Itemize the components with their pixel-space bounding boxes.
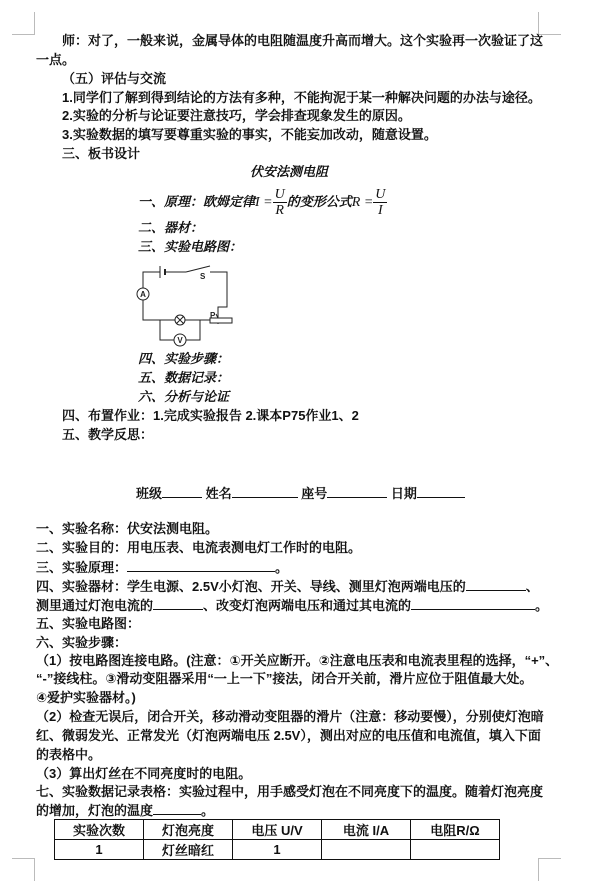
paragraph: 师：对了，一般来说，金属导体的电阻随温度升高而增大。这个实验再一次验证了这 — [62, 33, 544, 48]
principle-field[interactable] — [127, 559, 275, 572]
data-table — [54, 819, 500, 860]
margin-mark — [12, 12, 35, 35]
denominator: I — [377, 203, 383, 219]
table-header: 灯泡亮度 — [144, 820, 233, 840]
report-line — [36, 597, 548, 614]
formula-lhs: R = — [351, 195, 374, 210]
report-line: 六、实验步骤： — [36, 635, 128, 650]
report-line — [36, 578, 539, 595]
numerator: U — [375, 187, 386, 203]
table-header-row — [55, 820, 500, 840]
list-item: 3.实验数据的填写要尊重实验的事实，不能妄加改动，随意设置。 — [62, 127, 437, 142]
table-cell: 灯丝暗红 — [144, 840, 233, 860]
table-cell: 1 — [55, 840, 144, 860]
label: 、改变灯泡两端电压和通过其电流的 — [203, 598, 412, 613]
board-item: 五、数据记录： — [138, 370, 230, 385]
formula-fraction — [273, 187, 287, 218]
board-item: 二、器材： — [138, 220, 204, 235]
board-item: 三、实验电路图： — [138, 239, 243, 254]
step-line: 红、微弱发光、正常发光（灯泡两端电压 2.5V），测出对应的电压值和电流值，填入下面 — [36, 728, 541, 743]
label: 。 — [535, 598, 549, 613]
ammeter-field[interactable] — [153, 597, 203, 610]
table-header: 电流 I/A — [322, 820, 411, 840]
step-line: 的表格中。 — [36, 747, 102, 762]
switch-label: S — [200, 272, 206, 281]
voltmeter-label: V — [177, 336, 183, 345]
table-cell[interactable] — [322, 840, 411, 860]
report-line: 一、实验名称：伏安法测电阻。 — [36, 521, 219, 536]
voltmeter-field[interactable] — [466, 578, 526, 591]
reflection-line: 五、教学反思： — [62, 427, 154, 442]
label: 四、实验器材：学生电源、2.5V小灯泡、开关、导线、测里灯泡两端电压的 — [36, 579, 466, 594]
label: 。 — [275, 560, 289, 575]
date-label: 日期 — [390, 486, 417, 501]
margin-mark — [538, 12, 561, 35]
step-line: （2）检查无误后，闭合开关，移动滑动变阻器的滑片（注意：移动要慢），分别使灯泡暗 — [36, 709, 544, 724]
table-header: 实验次数 — [55, 820, 144, 840]
section-heading: （五）评估与交流 — [62, 71, 167, 86]
formula-fraction — [373, 187, 387, 218]
label: 三、实验原理： — [36, 560, 128, 575]
board-item: 六、分析与论证 — [138, 389, 230, 404]
denominator: R — [275, 203, 284, 219]
seat-field[interactable] — [327, 485, 387, 498]
seat-label: 座号 — [301, 486, 328, 501]
board-item: 四、实验步骤： — [138, 351, 230, 366]
date-field[interactable] — [417, 485, 465, 498]
table-cell[interactable] — [411, 840, 500, 860]
principle-mid: 的变形公式 — [286, 194, 352, 209]
name-field[interactable] — [232, 485, 298, 498]
name-label: 姓名 — [205, 486, 232, 501]
margin-mark — [12, 858, 35, 881]
ammeter-label: A — [140, 290, 146, 299]
principle-prefix: 一、原理：欧姆定律 — [138, 194, 256, 209]
list-item: 2.实验的分析与论证要注意技巧，学会排查现象发生的原因。 — [62, 108, 411, 123]
step-line — [36, 802, 214, 819]
slider-label: P — [210, 311, 216, 320]
formula-lhs: I = — [255, 195, 273, 210]
label: 的增加，灯泡的温度 — [36, 803, 154, 818]
report-header — [136, 485, 465, 502]
label: 测里通过灯泡电流的 — [36, 598, 154, 613]
class-label: 班级 — [136, 486, 163, 501]
board-title: 伏安法测电阻 — [250, 164, 329, 179]
step-line: （1）按电路图连接电路。(注意：①开关应断开。②注意电压表和电流表里程的选择，“+”、 — [36, 653, 559, 668]
homework-line: 四、布置作业：1.完成实验报告 2.课本P75作业1、2 — [62, 408, 359, 423]
report-line: 五、实验电路图： — [36, 616, 141, 631]
label: 、 — [525, 579, 539, 594]
margin-mark — [538, 858, 561, 881]
table-row — [55, 840, 500, 860]
step-line: ④爱护实验器材。) — [36, 690, 136, 705]
table-header: 电压 U/V — [233, 820, 322, 840]
label: 。 — [201, 803, 215, 818]
principle-line — [138, 186, 387, 219]
class-field[interactable] — [162, 485, 202, 498]
list-item: 1.同学们了解到得到结论的方法有多种，不能拘泥于某一种解决问题的办法与途径。 — [62, 90, 541, 105]
step-line: （3）算出灯丝在不同亮度时的电阻。 — [36, 766, 252, 781]
step-line: 七、实验数据记录表格：实验过程中，用手感受灯泡在不同亮度下的温度。随着灯泡亮度 — [36, 784, 544, 799]
report-line: 二、实验目的：用电压表、电流表测电灯工作时的电阻。 — [36, 540, 362, 555]
table-header: 电阻R/Ω — [411, 820, 500, 840]
paragraph: 一点。 — [36, 52, 76, 67]
rheostat-field[interactable] — [411, 597, 535, 610]
step-line: “-”接线柱。③滑动变阻器采用“一上一下”接法，闭合开关前，滑片应位于阻值最大处。 — [36, 671, 533, 686]
temperature-field[interactable] — [153, 802, 201, 815]
table-cell: 1 — [233, 840, 322, 860]
section-heading: 三、板书设计 — [62, 146, 141, 161]
numerator: U — [274, 187, 285, 203]
report-line — [36, 559, 288, 576]
circuit-diagram — [130, 262, 235, 352]
